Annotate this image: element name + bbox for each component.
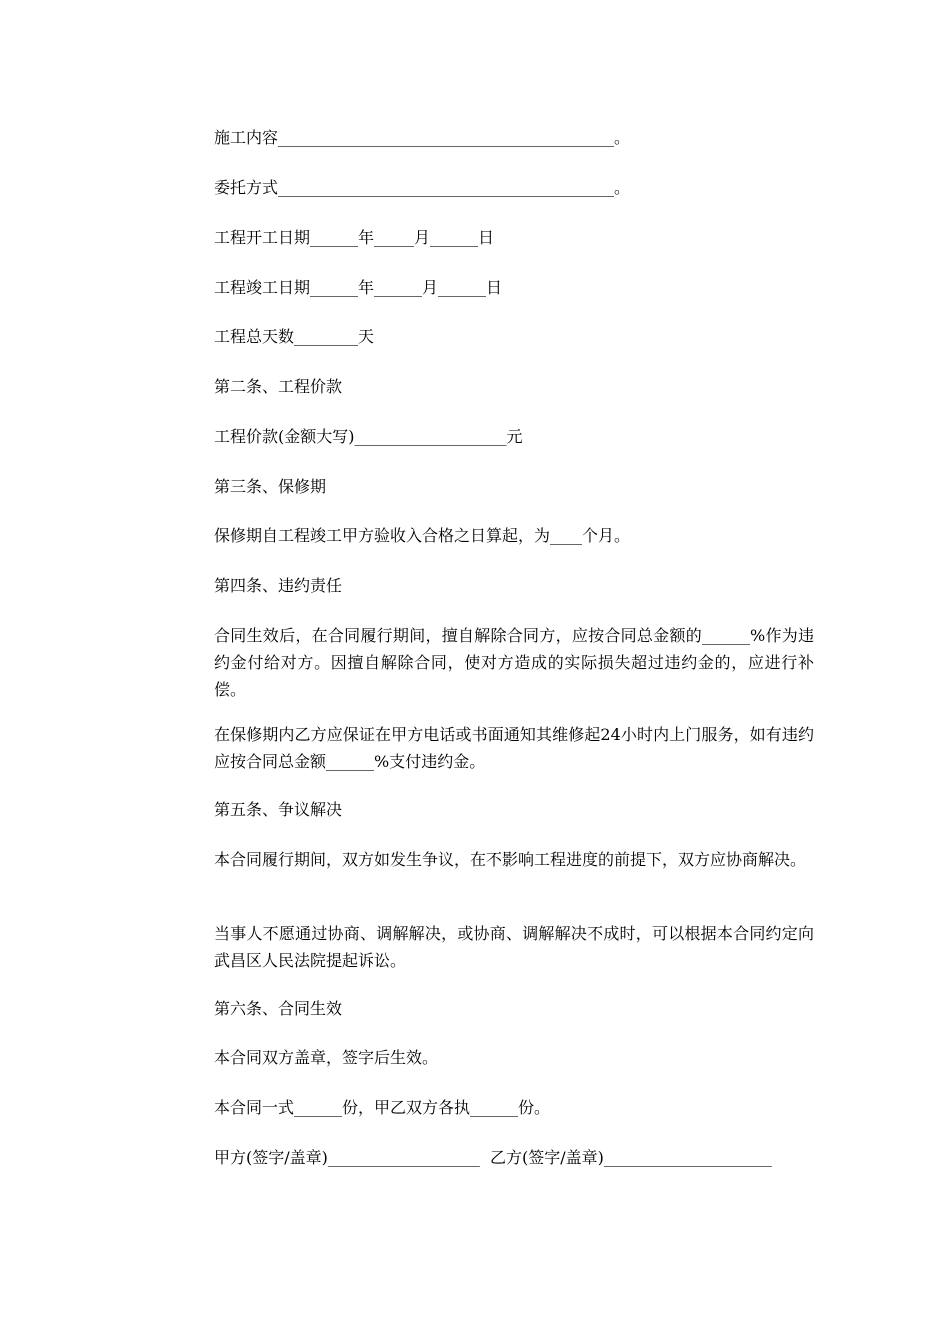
price-amount-line: 工程价款(金额大写)___________________元 bbox=[214, 427, 523, 446]
copies-line: 本合同一式______份，甲乙双方各执______份。 bbox=[214, 1098, 551, 1117]
liability-paragraph-1: 合同生效后，在合同履行期间，擅自解除合同方，应按合同总金额的______%作为违约金付给对方。因擅自解除合同，使对方造成的实际损失超过违约金的，应进行补偿。 bbox=[214, 626, 814, 699]
section-heading-warranty: 第三条、保修期 bbox=[214, 477, 327, 496]
construction-content-line: 施工内容__________________________________________。 bbox=[214, 128, 631, 147]
dispute-paragraph-1: 本合同履行期间，双方如发生争议，在不影响工程进度的前提下，双方应协商解决。 bbox=[214, 850, 807, 869]
liability-paragraph-2: 在保修期内乙方应保证在甲方电话或书面通知其维修起24小时内上门服务，如有违约应按合同总金额______%支付违约金。 bbox=[214, 725, 814, 771]
signature-line: 甲方(签字/盖章)___________________ 乙方(签字/盖章)_____________________ bbox=[214, 1148, 772, 1167]
section-heading-liability: 第四条、违约责任 bbox=[214, 576, 343, 595]
delegation-method-line: 委托方式__________________________________________。 bbox=[214, 178, 631, 197]
total-days-line: 工程总天数________天 bbox=[214, 327, 375, 346]
warranty-period-line: 保修期自工程竣工甲方验收入合格之日算起，为____个月。 bbox=[214, 526, 631, 545]
section-heading-dispute: 第五条、争议解决 bbox=[214, 800, 343, 819]
start-date-line: 工程开工日期______年_____月______日 bbox=[214, 228, 495, 247]
dispute-paragraph-2: 当事人不愿通过协商、调解解决，或协商、调解解决不成时，可以根据本合同约定向武昌区人民法院提起诉讼。 bbox=[214, 924, 814, 970]
effect-line: 本合同双方盖章，签字后生效。 bbox=[214, 1048, 439, 1067]
section-heading-price: 第二条、工程价款 bbox=[214, 377, 343, 396]
section-heading-effect: 第六条、合同生效 bbox=[214, 999, 343, 1018]
completion-date-line: 工程竣工日期______年______月______日 bbox=[214, 278, 503, 297]
